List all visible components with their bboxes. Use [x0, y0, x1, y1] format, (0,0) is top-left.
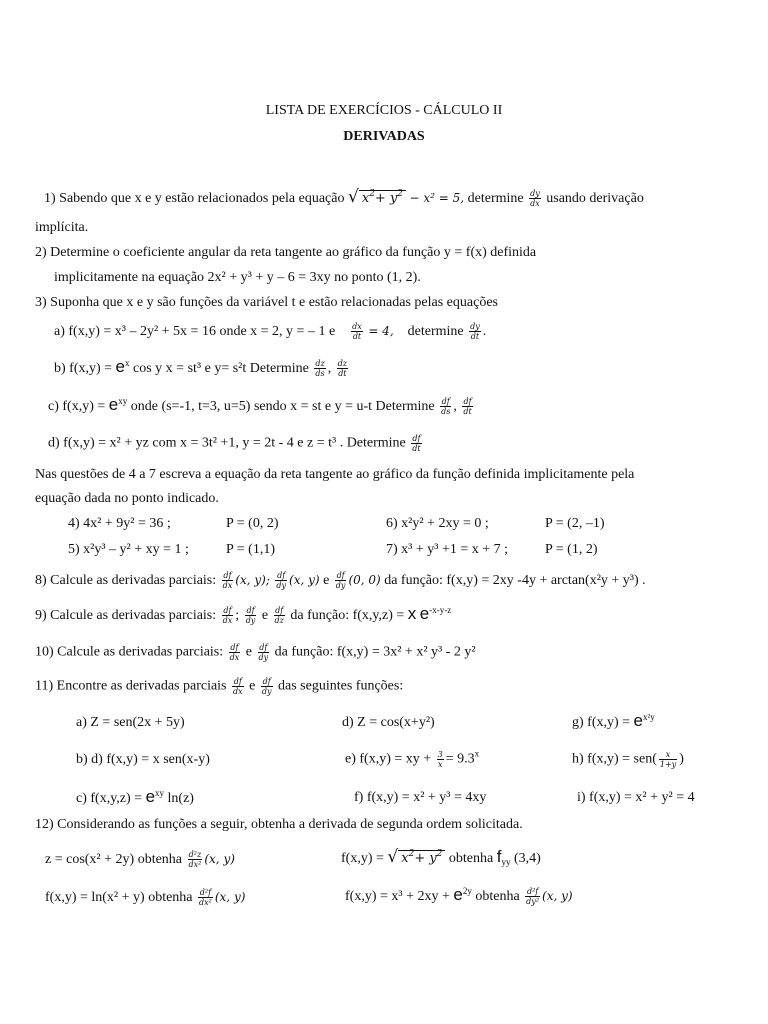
q12-4-exponent: 2y	[462, 886, 472, 896]
q11c-text: c) f(x,y,z) =	[76, 791, 143, 806]
question-8	[35, 571, 646, 590]
dz-ds-fraction: $\frac{dz}{ds}$	[315, 359, 325, 379]
q9-text: 9) Calcule as derivadas parciais:	[35, 608, 217, 623]
q11-item-h	[572, 750, 684, 769]
questions-4-7-intro-2: equação dada no ponto indicado.	[35, 491, 219, 506]
df-dy-fraction: $\frac{df}{dy}$	[261, 677, 272, 696]
question-4: 4) 4x² + 9y² = 36 ;	[68, 516, 171, 531]
q10-post: da função: f(x,y) = 3x² + x² y³ - 2 y²	[274, 644, 476, 660]
df-dy-fraction: $\frac{df}{dy}$	[335, 571, 346, 591]
question-1	[44, 186, 644, 210]
q12-item-1	[45, 850, 235, 869]
q11g-text: g) f(x,y) =	[572, 715, 631, 730]
q3a-eq: = 4,	[368, 324, 394, 338]
q11-post: das seguintes funções:	[278, 678, 404, 694]
page-title: LISTA DE EXERCÍCIOS - CÁLCULO II	[265, 103, 503, 118]
sqrt-expression: √ $x^2+ y^2$	[348, 186, 406, 210]
q8-arg2: (x, y)	[289, 573, 320, 587]
q3c-post: onde (s=-1, t=3, u=5) sendo x = st e y = u-t Determine	[130, 399, 435, 414]
q11-item-i: i) f(x,y) = x² + y² = 4	[577, 790, 695, 805]
q12-3-arg: (x, y)	[214, 890, 246, 904]
point-4: P = (0, 2)	[226, 516, 279, 531]
q3a-end: .	[482, 324, 487, 339]
question-12-intro: 12) Considerando as funções a seguir, obtenha a derivada de segunda ordem solicitada.	[35, 817, 523, 832]
df-dy-fraction: $\frac{df}{dy}$	[245, 606, 256, 626]
q10-and: e	[245, 644, 253, 660]
q3b-post: cos y x = st³ e y= s²t Determine	[133, 361, 309, 376]
q11g-exponent: x²y	[643, 712, 655, 722]
q3b-text: b) f(x,y) =	[54, 361, 113, 376]
dy-dt-fraction: $\frac{dy}{dt}$	[470, 322, 480, 342]
d2f-dx2-fraction: $\frac{\text{d²f}}{\text{dx²}}$	[199, 888, 212, 908]
q8-arg1: (x, y);	[235, 573, 270, 587]
q8-text: 8) Calcule as derivadas parciais:	[35, 573, 217, 588]
q12-fyy: f	[496, 847, 502, 866]
q12-1-text: z = cos(x² + 2y) obtenha	[45, 852, 183, 867]
q11c-post: ln(z)	[167, 791, 194, 806]
point-5: P = (1,1)	[226, 542, 275, 557]
q11e-post: = 9.3	[445, 751, 475, 767]
exp-e: e	[108, 395, 119, 414]
q12-item-4	[345, 886, 573, 906]
q9-x: x	[407, 604, 417, 623]
question-7: 7) x³ + y³ +1 = x + 7 ;	[386, 542, 509, 557]
exp-e: e	[453, 885, 463, 904]
q3d-text: d) f(x,y) = x² + yz com x = 3t² +1, y = 2t - 4 e z = t³ . Determine	[48, 435, 406, 451]
q3b-exponent: x	[125, 358, 130, 368]
q11-item-b: b) d) f(x,y) = x sen(x-y)	[76, 752, 210, 767]
sqrt-expression: √ $x^2+ y^2$	[387, 846, 445, 870]
d2z-dx2-fraction: $\frac{\text{d²z}}{\text{dx²}}$	[188, 850, 202, 870]
q11-item-d: d) Z = cos(x+y²)	[342, 715, 435, 730]
q12-3-text: f(x,y) = ln(x² + y) obtenha	[45, 890, 193, 905]
q12-fyy-sub: yy	[501, 857, 511, 867]
question-3a	[54, 322, 486, 341]
dy-dx-fraction: $\frac{dy}{dx}$	[530, 189, 540, 209]
q11-item-a: a) Z = sen(2x + 5y)	[76, 715, 185, 730]
q12-1-arg: (x, y)	[204, 852, 235, 866]
df-dx-fraction: $\frac{df}{dx}$	[222, 571, 233, 591]
q8-post: da função: f(x,y) = 2xy -4y + arctan(x²y + y³) .	[384, 573, 646, 588]
comma: ,	[327, 361, 332, 376]
q12-4-obtenha: obtenha	[475, 889, 520, 904]
df-dx-fraction: $\frac{df}{dx}$	[229, 643, 240, 662]
q3a-text: a) f(x,y) = x³ – 2y² + 5x = 16 onde x = 2, y = – 1 e	[54, 324, 336, 339]
q12-2-text: f(x,y) =	[341, 851, 384, 866]
df-dt-fraction: $\frac{df}{dt}$	[412, 434, 421, 453]
q12-2-obtenha: obtenha	[448, 851, 494, 866]
df-dx-fraction: $\frac{df}{dx}$	[233, 677, 243, 696]
q11-text: 11) Encontre as derivadas parciais	[35, 678, 227, 694]
q1-equation: − x² = 5,	[409, 191, 465, 205]
exp-e: e	[115, 357, 126, 376]
question-9	[35, 605, 451, 625]
q11e-text: e) f(x,y) = xy +	[345, 751, 432, 767]
q9-sep: ;	[235, 608, 240, 623]
point-6: P = (2, –1)	[545, 516, 605, 531]
q1-determine: determine	[467, 191, 524, 206]
df-dy-fraction: $\frac{df}{dy}$	[276, 571, 287, 591]
q12-4-arg: (x, y)	[542, 889, 573, 903]
df-ds-fraction: $\frac{df}{ds}$	[441, 397, 451, 417]
q11-item-c	[76, 788, 194, 808]
q3a-determine: determine	[407, 324, 464, 339]
q11h-post: )	[679, 751, 684, 767]
q8-arg3: (0, 0)	[348, 573, 381, 587]
q9-and: e	[261, 608, 269, 623]
q3c-text: c) f(x,y) =	[48, 399, 106, 414]
dz-dt-fraction: $\frac{dz}{dt}$	[337, 359, 348, 379]
q12-item-3	[45, 888, 245, 907]
df-dx-fraction: $\frac{df}{dx}$	[222, 606, 233, 626]
q11-item-g	[572, 712, 655, 732]
df-dt-fraction: $\frac{df}{dt}$	[463, 397, 472, 417]
questions-4-7-intro: Nas questões de 4 a 7 escreva a equação da reta tangente ao gráfico da função definida implicitamente pela	[35, 467, 635, 482]
question-5: 5) x²y³ – y² + xy = 1 ;	[68, 542, 189, 557]
question-2-line1: 2) Determine o coeficiente angular da reta tangente ao gráfico da função y = f(x) definida	[35, 245, 537, 260]
q11e-exponent: x	[474, 748, 480, 759]
q3c-exponent: xy	[118, 396, 128, 406]
q11c-exponent: xy	[155, 788, 165, 798]
q11-item-e	[345, 750, 479, 769]
q9-exponent: -x-y-z	[429, 605, 452, 615]
dx-dt-fraction: $\frac{dx}{dt}$	[352, 322, 362, 342]
q1-post: usando derivação	[546, 191, 644, 206]
comma: ,	[453, 399, 457, 414]
exp-e: e	[419, 604, 430, 623]
q12-fyy-arg: (3,4)	[513, 851, 541, 866]
page-subtitle: DERIVADAS	[343, 129, 425, 144]
question-10	[35, 643, 476, 662]
df-dz-fraction: $\frac{df}{dz}$	[274, 606, 284, 626]
q9-post: da função: f(x,y,z) =	[290, 608, 405, 623]
q11-and: e	[249, 678, 256, 694]
question-6: 6) x²y² + 2xy = 0 ;	[386, 516, 489, 531]
q12-item-2	[341, 846, 541, 870]
q11-item-f: f) f(x,y) = x² + y³ = 4xy	[354, 790, 487, 805]
q12-4-text: f(x,y) = x³ + 2xy +	[345, 889, 450, 904]
exp-e: e	[633, 711, 644, 730]
d2f-dy2-fraction: $\frac{\text{d²f}}{\text{dy²}}$	[526, 887, 540, 907]
q8-and: e	[323, 573, 330, 588]
question-11	[35, 677, 403, 696]
question-3d	[48, 434, 424, 453]
question-3-intro: 3) Suponha que x e y são funções da variável t e estão relacionadas pelas equações	[35, 295, 498, 310]
exp-e: e	[145, 787, 156, 806]
df-dy-fraction: $\frac{df}{dy}$	[258, 643, 269, 662]
question-2-line2: implicitamente na equação 2x² + y³ + y – 6 = 3xy no ponto (1, 2).	[54, 270, 421, 285]
question-3b	[54, 358, 350, 378]
q11h-text: h) f(x,y) = sen(	[572, 751, 657, 767]
point-7: P = (1, 2)	[545, 542, 598, 557]
x-over-1-plus-y-fraction: $\frac{x}{1+y}$	[659, 750, 677, 769]
three-over-x-fraction: $\frac{3}{x}$	[437, 750, 443, 769]
q10-text: 10) Calcule as derivadas parciais:	[35, 644, 224, 660]
question-3c	[48, 396, 475, 416]
q1-text: 1) Sabendo que x e y estão relacionados pela equação	[44, 191, 345, 206]
question-1-cont: implícita.	[35, 220, 89, 235]
